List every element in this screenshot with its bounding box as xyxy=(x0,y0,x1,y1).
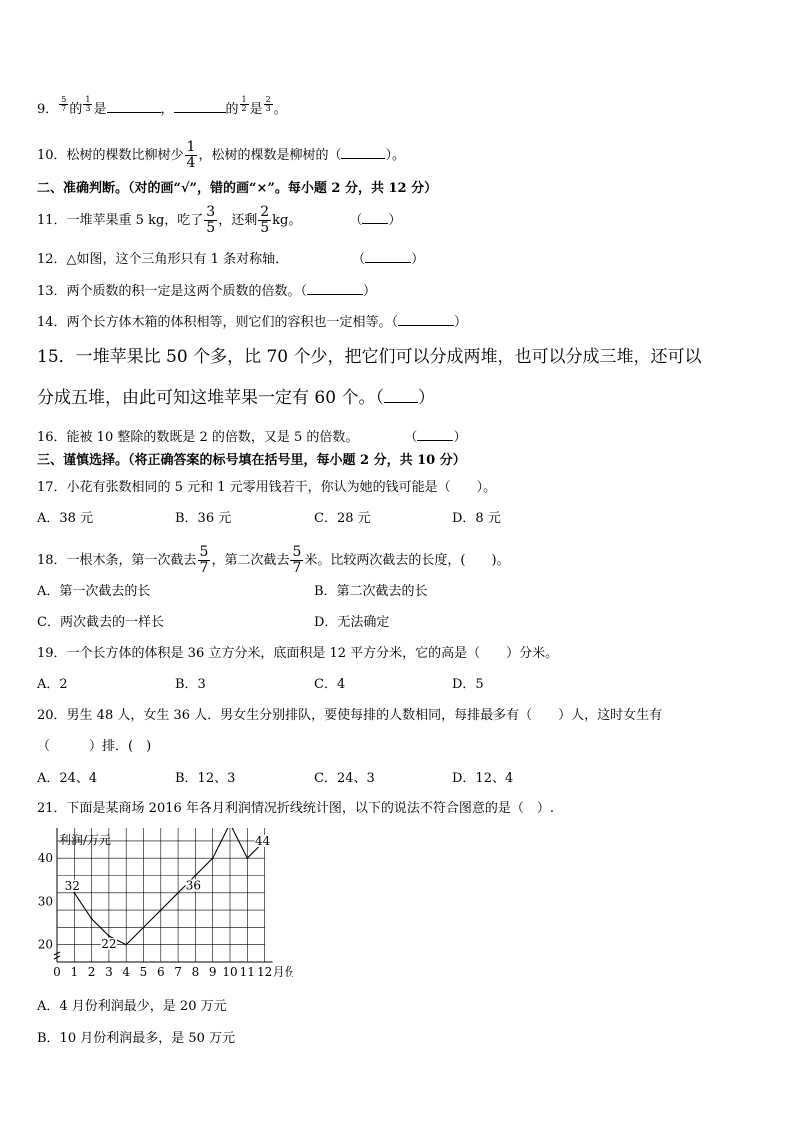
q18-option-c[interactable]: C．两次截去的一样长 xyxy=(37,615,164,630)
q18-option-d[interactable]: D．无法确定 xyxy=(314,615,390,630)
y-axis-label: 利润/万元 xyxy=(59,833,112,847)
q18-option-b[interactable]: B．第二次截去的长 xyxy=(314,584,428,599)
question-11: 11．一堆苹果重 5 kg，吃了 $\frac{3}{5}$ ，还剩 $\frac{2}{5}$ kg。 （ ） xyxy=(37,204,402,236)
q20-option-a[interactable]: A．24、4 xyxy=(37,771,98,786)
q14-answer-blank[interactable] xyxy=(398,312,454,326)
data-label: 44 xyxy=(254,833,271,848)
question-15-line-2: 分成五堆，由此可知这堆苹果一定有 60 个。（ ） xyxy=(37,388,435,408)
question-21: 21．下面是某商场 2016 年各月利润情况折线统计图，以下的说法不符合图意的是（ ）. xyxy=(37,801,555,816)
q9-answer-blank-1[interactable] xyxy=(107,99,161,113)
q18-option-a[interactable]: A．第一次截去的长 xyxy=(37,584,151,599)
x-tick-label: 3 xyxy=(105,965,113,978)
data-point xyxy=(246,857,248,859)
data-point xyxy=(195,875,197,877)
q10-fraction: $\frac{1}{4}$ xyxy=(186,139,196,171)
q9-fraction-c: $\frac{1}{2}$ xyxy=(241,95,247,113)
x-tick-label: 4 xyxy=(122,965,131,978)
q11-answer-blank[interactable] xyxy=(362,210,388,224)
question-10: 10．松树的棵数比柳树少 $\frac{1}{4}$ ，松树的棵数是柳树的（ ）。 xyxy=(37,139,405,171)
x-tick-label: 9 xyxy=(208,965,217,978)
q15-answer-blank[interactable] xyxy=(384,387,418,403)
data-point xyxy=(160,909,162,911)
q20-option-d[interactable]: D．12、4 xyxy=(452,771,514,786)
q17-option-b[interactable]: B．36 元 xyxy=(175,511,232,526)
question-20-line-2: （ ）排．( ) xyxy=(37,739,152,754)
data-point xyxy=(91,918,93,920)
q11-fraction-1: $\frac{3}{5}$ xyxy=(206,204,216,236)
x-tick-label: 8 xyxy=(191,965,200,978)
q19-option-b[interactable]: B．3 xyxy=(175,677,206,692)
x-tick-label: 11 xyxy=(239,965,255,978)
x-tick-label: 12 xyxy=(256,965,273,978)
q17-option-a[interactable]: A．38 元 xyxy=(37,511,94,526)
data-point xyxy=(125,944,127,946)
q19-option-a[interactable]: A．2 xyxy=(37,677,68,692)
x-tick-label: 1 xyxy=(70,965,79,978)
q9-answer-blank-2[interactable] xyxy=(174,99,226,113)
question-18: 18．一根木条，第一次截去 $\frac{5}{7}$ ，第二次截去 $\frac{5}{7}$ 米。比较两次截去的长度，( )。 xyxy=(37,544,510,576)
q16-answer-blank[interactable] xyxy=(417,427,453,441)
q17-option-c[interactable]: C．28 元 xyxy=(314,511,371,526)
y-tick-label: 40 xyxy=(37,851,53,866)
section-3-heading: 三、谨慎选择。（将正确答案的标号填在括号里，每小题 2 分，共 10 分） xyxy=(37,453,466,468)
question-19: 19．一个长方体的体积是 36 立方分米，底面积是 12 平方分米，它的高是（ ）分米。 xyxy=(37,646,559,661)
question-12: 12．△如图，这个三角形只有 1 条对称轴． （ ） xyxy=(37,249,424,269)
q20-option-c[interactable]: C．24、3 xyxy=(314,771,375,786)
q9-number: 9． xyxy=(37,102,59,117)
q18-fraction-1: $\frac{5}{7}$ xyxy=(199,544,209,576)
x-tick-label: 2 xyxy=(87,965,96,978)
data-label: 36 xyxy=(185,878,202,893)
question-17: 17．小花有张数相同的 5 元和 1 元零用钱若干，你认为她的钱可能是（ ）。 xyxy=(37,480,497,495)
q19-option-c[interactable]: C．4 xyxy=(314,677,346,692)
y-tick-label: 20 xyxy=(37,937,53,952)
data-label: 32 xyxy=(64,878,80,893)
data-point xyxy=(177,892,179,894)
question-15-line-1: 15．一堆苹果比 50 个多，比 70 个少，把它们可以分成两堆，也可以分成三堆，还可以 xyxy=(37,347,702,367)
x-tick-label: 5 xyxy=(139,965,148,978)
q21-option-b[interactable]: B．10 月份利润最多，是 50 万元 xyxy=(37,1031,236,1046)
x-tick-label: 10 xyxy=(222,965,238,978)
data-label: 22 xyxy=(101,937,117,952)
data-point xyxy=(143,927,145,929)
question-20-line-1: 20．男生 48 人，女生 36 人．男女生分别排队，要使每排的人数相同，每排最多有（ ）人，这时女生有 xyxy=(37,708,663,723)
x-tick-label: 0 xyxy=(53,965,61,978)
q12-answer-blank[interactable] xyxy=(365,249,411,263)
q17-option-d[interactable]: D．8 元 xyxy=(452,511,501,526)
q11-fraction-2: $\frac{2}{5}$ xyxy=(260,204,270,236)
q18-fraction-2: $\frac{5}{7}$ xyxy=(292,544,302,576)
question-9: 9． $\frac{5}{7}$ 的 $\frac{1}{3}$ 是 ， 的 $\frac{1}{2}$ 是 $\frac{2}{3}$ 。 xyxy=(37,95,287,117)
profit-line-chart xyxy=(33,828,293,978)
x-tick-label: 6 xyxy=(156,965,165,978)
q9-fraction-d: $\frac{2}{3}$ xyxy=(265,95,271,113)
q9-fraction-a: $\frac{5}{7}$ xyxy=(61,95,67,113)
data-label xyxy=(219,828,234,829)
x-tick-label: 7 xyxy=(174,965,182,978)
question-14: 14．两个长方体木箱的体积相等，则它们的容积也一定相等。（ ） xyxy=(37,312,467,332)
q20-option-b[interactable]: B．12、3 xyxy=(175,771,236,786)
x-axis-label: 月份 xyxy=(272,965,293,978)
question-13: 13．两个质数的积一定是这两个质数的倍数。（ ） xyxy=(37,281,376,301)
q10-answer-blank[interactable] xyxy=(341,145,385,159)
data-point xyxy=(212,857,214,859)
section-2-heading: 二、准确判断。（对的画“√”，错的画“×”。每小题 2 分，共 12 分） xyxy=(37,181,438,196)
profit-line-chart-svg xyxy=(33,828,293,978)
q9-fraction-b: $\frac{1}{3}$ xyxy=(85,95,91,113)
y-tick-label: 30 xyxy=(37,894,53,909)
q19-option-d[interactable]: D．5 xyxy=(452,677,484,692)
q13-answer-blank[interactable] xyxy=(307,281,363,295)
question-16: 16．能被 10 整除的数既是 2 的倍数，又是 5 的倍数。 （ ） xyxy=(37,427,466,447)
q21-option-a[interactable]: A．4 月份利润最少，是 20 万元 xyxy=(37,999,227,1014)
